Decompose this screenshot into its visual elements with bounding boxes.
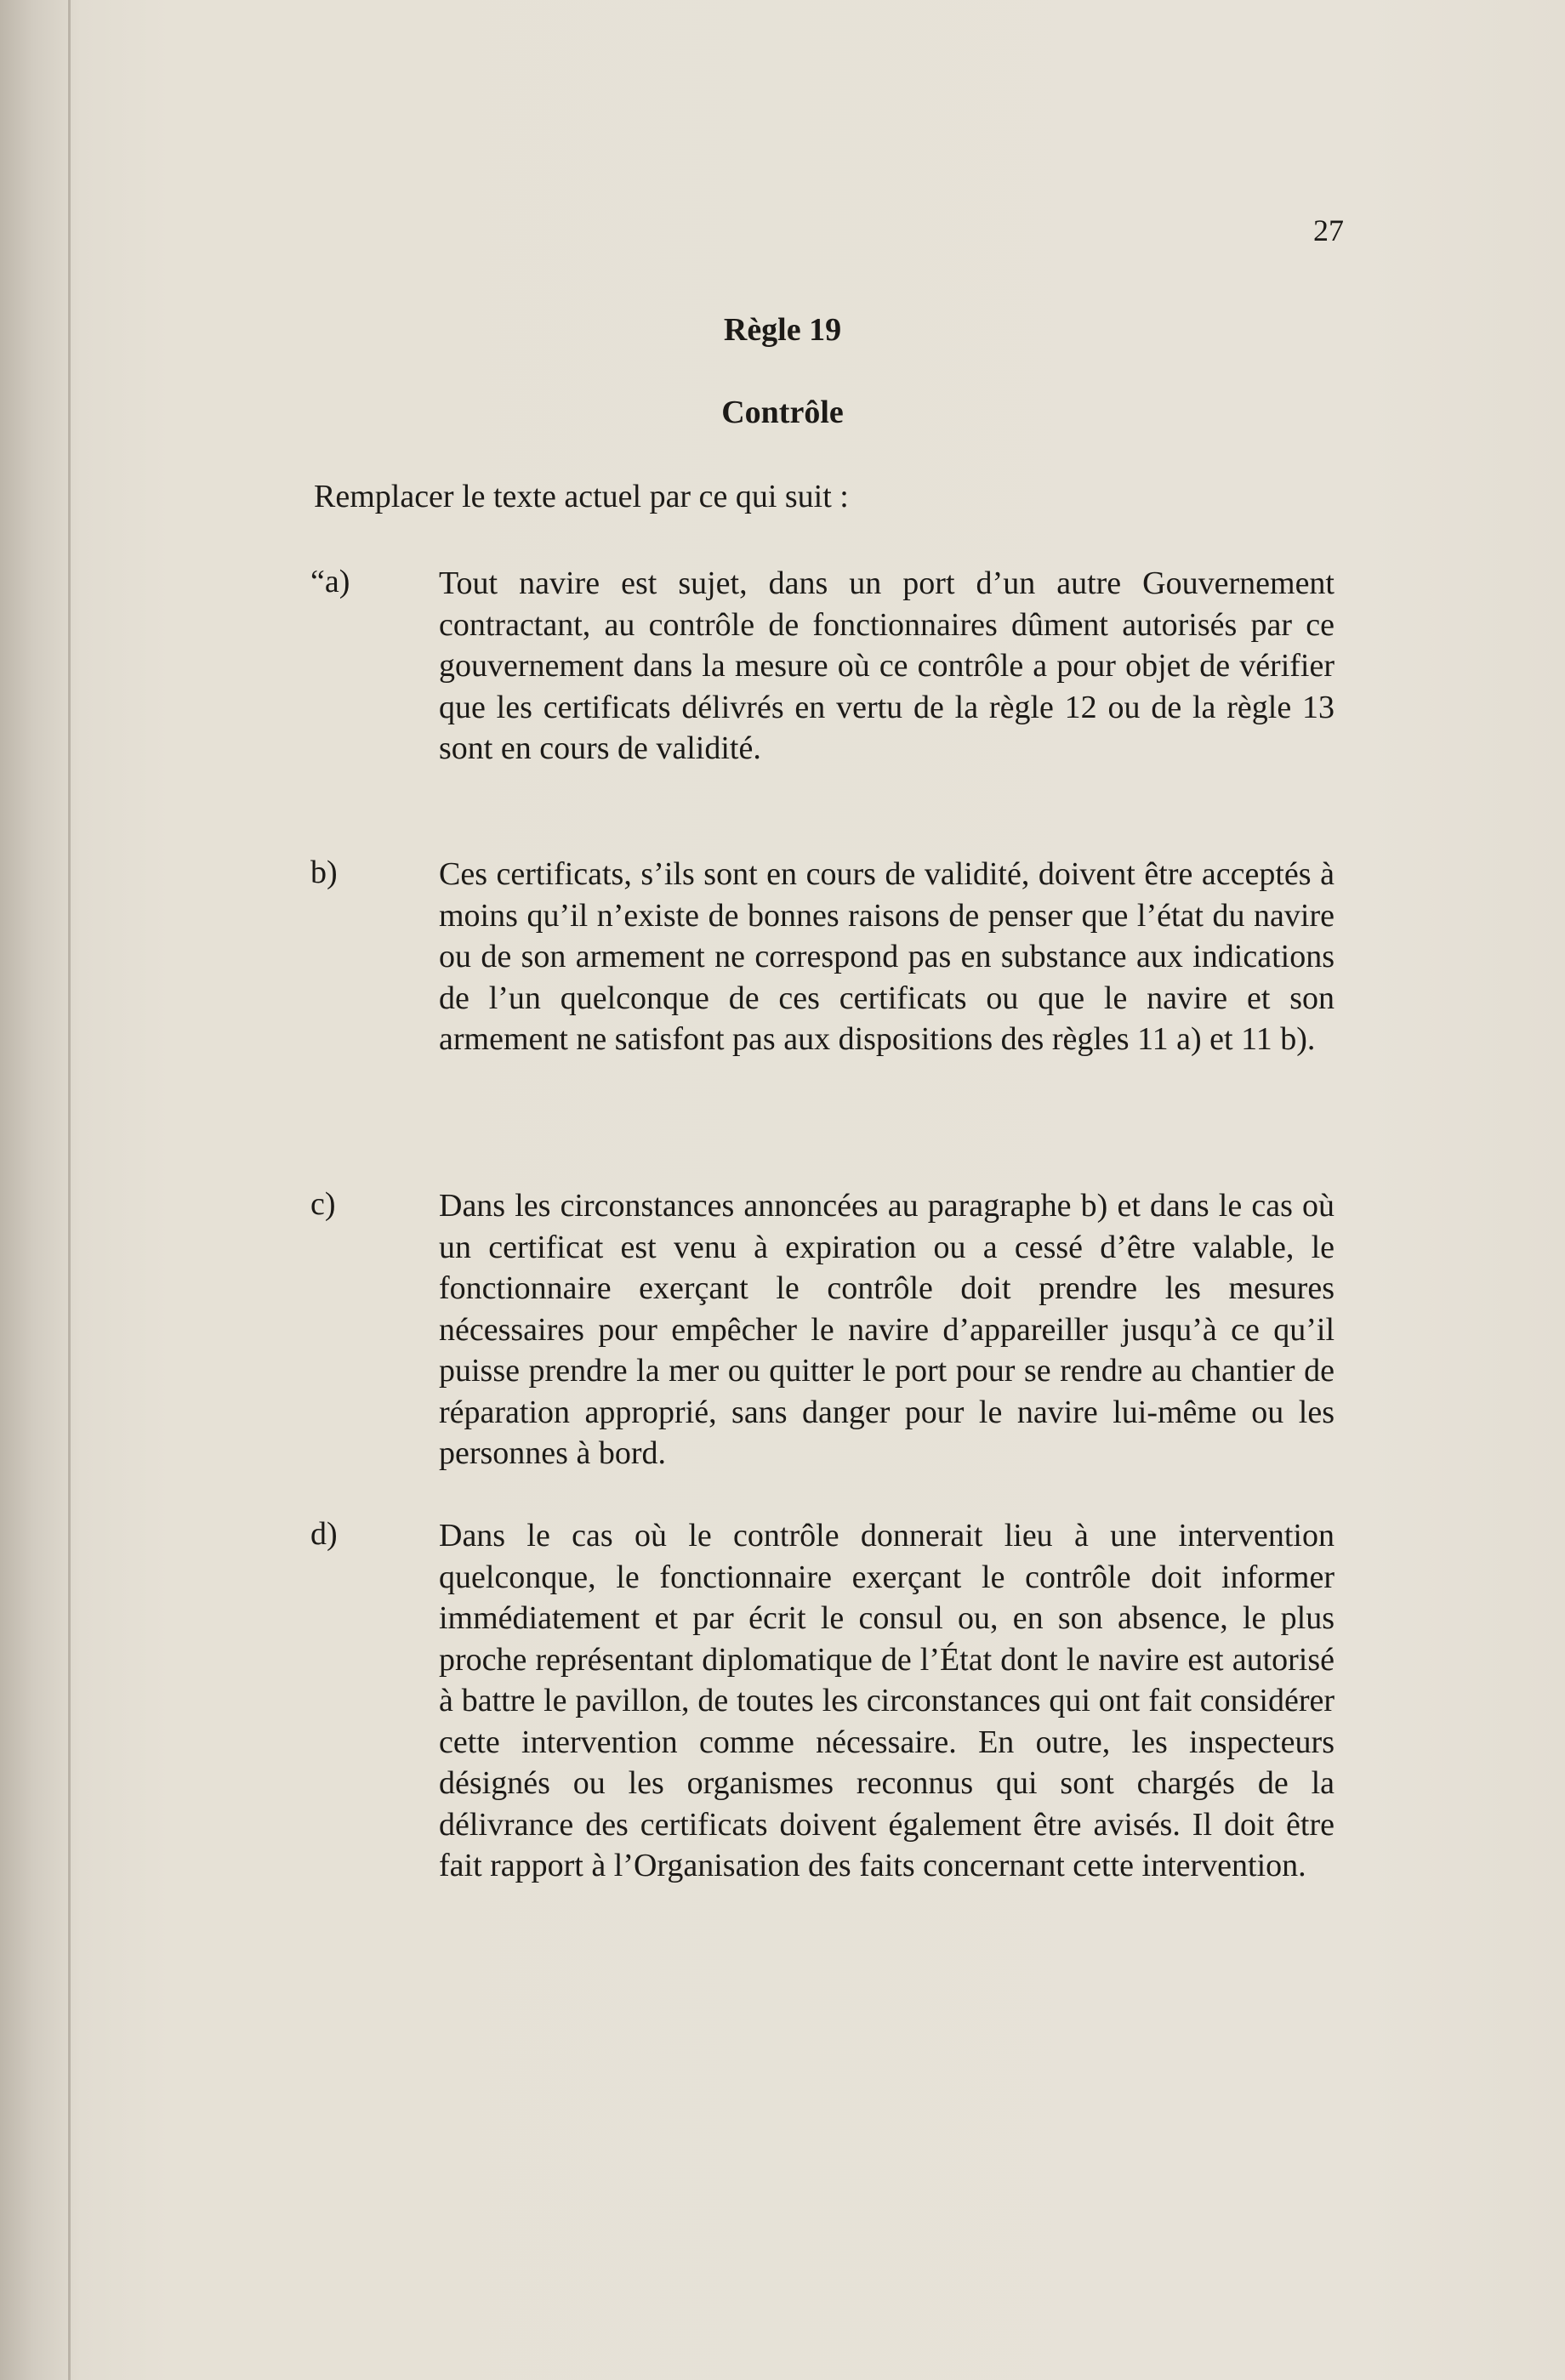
binding-gutter [68, 0, 71, 2380]
paragraph-label: “a) [310, 564, 350, 599]
paragraph-label: d) [310, 1516, 338, 1552]
paragraph-label: c) [310, 1186, 336, 1222]
paragraph-text: Ces certificats, s’ils sont en cours de validité, doivent être acceptés à moins qu’il n’existe de bonnes raisons de penser que l’état du navire ou de son armement ne correspond pas en substance aux indications de l’un quelconque de ces certificats ou que le navire et son armement ne satisfont pas aux dispositions des règles 11 a) et 11 b). [439, 856, 1335, 1057]
rule-title: Règle 19 [723, 312, 842, 348]
paragraph-text: Tout navire est sujet, dans un port d’un autre Gouvernement contractant, au contrôle de fonctionnaires dûment autorisés par ce gouvernement dans la mesure où ce contrôle a pour objet de vérifier que les certificats délivrés en vertu de la règle 12 ou de la règle 13 sont en cours de validité. [439, 565, 1335, 766]
page-number: 27 [1313, 213, 1344, 247]
rule-subtitle: Contrôle [721, 395, 844, 430]
intro-text: Remplacer le texte actuel par ce qui suit : [314, 479, 849, 514]
paragraph-label: b) [310, 855, 338, 890]
paragraph-text: Dans les circonstances annoncées au paragraphe b) et dans le cas où un certificat est venu à expiration ou a cessé d’être valable, le fonctionnaire exerçant le contrôle doit prendre les mesures nécessaires pour empêcher le navire d’appareiller jusqu’à ce qu’il puisse prendre la mer ou quitter le port pour se rendre au chantier de réparation approprié, sans danger pour le navire lui-même ou les personnes à bord. [439, 1188, 1335, 1471]
paragraph-text: Dans le cas où le contrôle donnerait lieu à une intervention quelconque, le fonctionnaire exerçant le contrôle doit informer immédiatement et par écrit le consul ou, en son absence, le plus proche représentant diplomatique de l’État dont le navire est autorisé à battre le pavillon, de toutes les circonstances qui ont fait considérer cette intervention comme nécessaire. En outre, les inspecteurs désignés ou les organismes reconnus qui sont chargés de la délivrance des certificats doivent également être avisés. Il doit être fait rapport à l’Organisation des faits concernant cette intervention. [439, 1518, 1335, 1883]
